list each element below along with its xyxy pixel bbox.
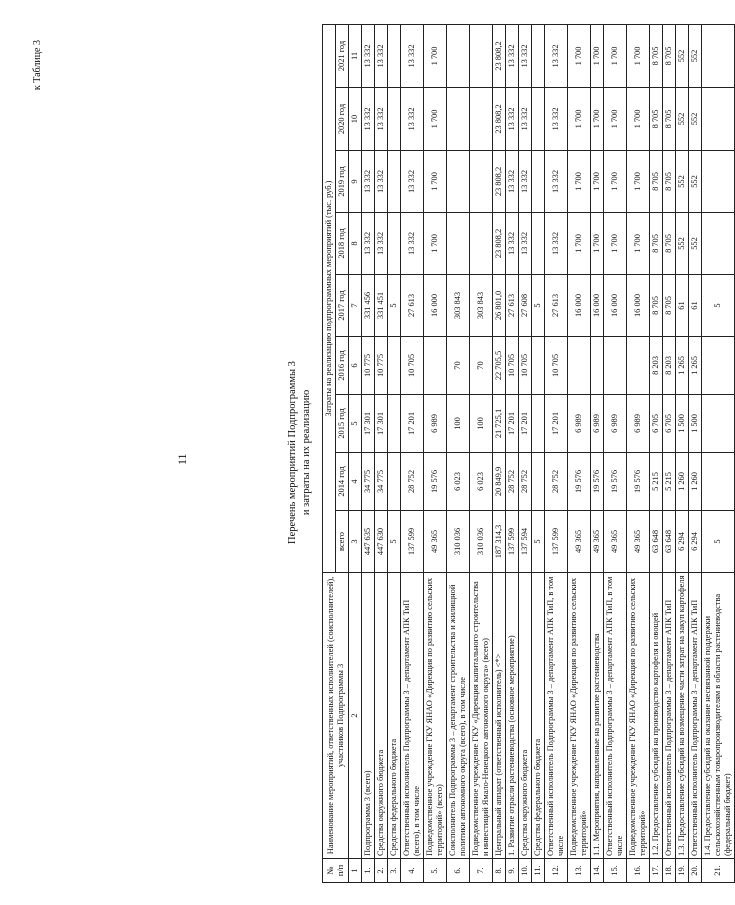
row-year-value: 1 700 — [627, 151, 650, 213]
table-row — [401, 25, 424, 883]
row-year-value — [532, 88, 545, 151]
table-row — [447, 25, 470, 883]
header-name: Наименование мероприятий, ответственных исполнителей (соисполнителей), участников Подпрограммы 3 — [323, 573, 349, 859]
row-total-value: 5 — [532, 511, 545, 573]
row-number: 11. — [532, 859, 545, 883]
row-year-value: 1 700 — [424, 213, 447, 275]
row-name: Ответственный исполнитель Подпрограммы 3 – департамент АПК ТиП, в том числе — [545, 573, 568, 859]
row-year-value: 13 332 — [519, 88, 532, 151]
header-year: 2018 год — [336, 213, 349, 275]
row-year-value: 13 332 — [362, 25, 375, 88]
row-total-value: 63 648 — [663, 511, 676, 573]
row-number: 6. — [447, 859, 470, 883]
row-year-value: 8 705 — [650, 213, 663, 275]
row-year-value — [388, 88, 401, 151]
row-year-value — [702, 151, 735, 213]
row-year-value: 5 — [702, 275, 735, 337]
row-year-value: 13 332 — [545, 151, 568, 213]
row-number: 7. — [470, 859, 493, 883]
row-year-value: 6 705 — [663, 395, 676, 453]
row-year-value: 1 700 — [604, 151, 627, 213]
row-year-value: 13 332 — [506, 213, 519, 275]
row-year-value — [604, 337, 627, 395]
row-year-value: 1 700 — [568, 25, 591, 88]
row-year-value: 16 000 — [424, 275, 447, 337]
row-year-value: 1 265 — [676, 337, 689, 395]
row-year-value: 13 332 — [375, 213, 388, 275]
row-total-value: 447 630 — [375, 511, 388, 573]
row-name: Подпрограмма 3 (всего) — [362, 573, 375, 859]
table-reference: к Таблице 3 — [32, 40, 43, 91]
row-number: 3. — [388, 859, 401, 883]
row-name: Средства окружного бюджета — [375, 573, 388, 859]
row-year-value: 10 705 — [401, 337, 424, 395]
row-year-value: 8 705 — [650, 88, 663, 151]
row-number: 17. — [650, 859, 663, 883]
row-year-value — [388, 337, 401, 395]
header-year: 2017 год — [336, 275, 349, 337]
row-name: Соисполнитель Подпрограммы 3 – департамент строительства и жилищной политики автономного округа (всего), в том числе — [447, 573, 470, 859]
row-total-value: 49 365 — [568, 511, 591, 573]
row-year-value: 13 332 — [545, 25, 568, 88]
header-year: 2015 год — [336, 395, 349, 453]
row-year-value: 28 752 — [519, 453, 532, 511]
table-row — [493, 25, 506, 883]
row-year-value: 21 725,1 — [493, 395, 506, 453]
row-year-value: 13 332 — [401, 151, 424, 213]
row-year-value — [388, 25, 401, 88]
row-total-value: 49 365 — [627, 511, 650, 573]
row-year-value: 23 808,2 — [493, 88, 506, 151]
table-row — [676, 25, 689, 883]
table-row — [545, 25, 568, 883]
row-year-value: 28 752 — [506, 453, 519, 511]
row-year-value: 8 705 — [663, 25, 676, 88]
row-year-value: 26 801,0 — [493, 275, 506, 337]
row-year-value: 1 700 — [424, 151, 447, 213]
table-row — [519, 25, 532, 883]
row-name: 1.3. Предоставление субсидий на возмещение части затрат на закуп картофеля — [676, 573, 689, 859]
row-year-value: 19 576 — [424, 453, 447, 511]
row-year-value: 27 613 — [545, 275, 568, 337]
row-number: 16. — [627, 859, 650, 883]
row-year-value: 10 705 — [506, 337, 519, 395]
title-line-2: и затраты на их реализацию — [301, 389, 312, 516]
table-row — [362, 25, 375, 883]
row-year-value: 1 700 — [627, 213, 650, 275]
row-year-value: 13 332 — [375, 88, 388, 151]
row-name: 1.2. Предоставление субсидий на производство картофеля и овощей — [650, 573, 663, 859]
row-year-value: 6 989 — [591, 395, 604, 453]
row-year-value: 8 203 — [650, 337, 663, 395]
row-year-value: 13 332 — [401, 88, 424, 151]
row-year-value: 552 — [689, 88, 702, 151]
row-year-value: 5 215 — [650, 453, 663, 511]
column-index: 5 — [349, 395, 362, 453]
row-year-value: 552 — [676, 88, 689, 151]
table-header — [323, 25, 362, 883]
row-year-value: 8 705 — [663, 213, 676, 275]
row-year-value: 16 000 — [568, 275, 591, 337]
row-year-value: 10 775 — [362, 337, 375, 395]
column-index: 9 — [349, 151, 362, 213]
row-number: 8. — [493, 859, 506, 883]
measures-table — [322, 24, 735, 883]
table-row — [663, 25, 676, 883]
column-index: 4 — [349, 453, 362, 511]
row-year-value: 28 752 — [401, 453, 424, 511]
row-year-value: 23 808,2 — [493, 213, 506, 275]
row-year-value: 331 456 — [362, 275, 375, 337]
row-name: Подведомственное учреждение ГКУ ЯНАО «Дирекция по развитию сельских территорий» — [568, 573, 591, 859]
row-year-value: 1 500 — [689, 395, 702, 453]
row-year-value: 6 023 — [470, 453, 493, 511]
column-index: 6 — [349, 337, 362, 395]
row-year-value: 19 576 — [627, 453, 650, 511]
document-title — [286, 180, 314, 725]
row-year-value: 10 705 — [519, 337, 532, 395]
row-name: Средства федерального бюджета — [532, 573, 545, 859]
row-year-value: 1 265 — [689, 337, 702, 395]
row-year-value: 19 576 — [604, 453, 627, 511]
row-year-value: 6 989 — [424, 395, 447, 453]
row-year-value: 1 700 — [627, 88, 650, 151]
row-year-value: 16 000 — [627, 275, 650, 337]
row-name: 1.4. Предоставление субсидий на оказание несвязанной поддержки сельскохозяйственным товаропроизводителям в области растениеводства (федеральный бюджет) — [702, 573, 735, 859]
row-number: 2. — [375, 859, 388, 883]
row-year-value: 6 989 — [604, 395, 627, 453]
row-year-value: 70 — [447, 337, 470, 395]
row-total-value: 6 294 — [676, 511, 689, 573]
table-row — [388, 25, 401, 883]
row-year-value — [447, 213, 470, 275]
table-row — [424, 25, 447, 883]
row-year-value: 61 — [676, 275, 689, 337]
row-year-value: 13 332 — [545, 213, 568, 275]
row-total-value: 49 365 — [424, 511, 447, 573]
row-year-value: 23 808,2 — [493, 25, 506, 88]
row-year-value: 1 700 — [568, 88, 591, 151]
row-total-value: 137 599 — [506, 511, 519, 573]
row-year-value — [702, 395, 735, 453]
row-number: 12. — [545, 859, 568, 883]
row-year-value: 13 332 — [506, 25, 519, 88]
row-year-value: 5 — [388, 275, 401, 337]
row-year-value: 1 700 — [424, 25, 447, 88]
row-year-value: 70 — [470, 337, 493, 395]
row-year-value: 8 705 — [663, 88, 676, 151]
row-year-value: 13 332 — [401, 25, 424, 88]
row-year-value — [470, 213, 493, 275]
table-row — [506, 25, 519, 883]
row-year-value: 1 500 — [676, 395, 689, 453]
row-year-value: 331 451 — [375, 275, 388, 337]
row-year-value — [424, 337, 447, 395]
row-number: 9. — [506, 859, 519, 883]
row-year-value — [470, 25, 493, 88]
row-total-value: 447 635 — [362, 511, 375, 573]
row-total-value: 310 036 — [447, 511, 470, 573]
row-year-value: 303 843 — [470, 275, 493, 337]
row-name: Центральный аппарат (ответственный исполнитель) <*> — [493, 573, 506, 859]
row-number: 15. — [604, 859, 627, 883]
row-year-value — [447, 25, 470, 88]
header-total: всего — [336, 511, 349, 573]
column-index: 1 — [349, 859, 362, 883]
row-name: Подведомственное учреждение ГКУ ЯНАО «Дирекция по развитию сельских территорий» — [627, 573, 650, 859]
row-year-value — [388, 395, 401, 453]
row-total-value: 63 648 — [650, 511, 663, 573]
column-index: 3 — [349, 511, 362, 573]
row-year-value: 13 332 — [375, 25, 388, 88]
row-year-value: 1 700 — [591, 88, 604, 151]
row-year-value — [702, 25, 735, 88]
row-year-value: 5 — [532, 275, 545, 337]
row-name: Ответственный исполнитель Подпрограммы 3 – департамент АПК ТиП (всего), в том числе — [401, 573, 424, 859]
row-year-value: 16 000 — [604, 275, 627, 337]
row-year-value — [447, 151, 470, 213]
table-row — [650, 25, 663, 883]
header-number-label: № — [325, 866, 335, 875]
table-row — [627, 25, 650, 883]
row-year-value: 13 332 — [375, 151, 388, 213]
row-total-value: 49 365 — [591, 511, 604, 573]
row-year-value: 19 576 — [568, 453, 591, 511]
row-year-value — [532, 395, 545, 453]
row-year-value: 17 201 — [545, 395, 568, 453]
row-year-value: 28 752 — [545, 453, 568, 511]
row-year-value: 1 700 — [591, 25, 604, 88]
row-year-value: 1 700 — [424, 88, 447, 151]
row-total-value: 137 599 — [401, 511, 424, 573]
row-year-value — [568, 337, 591, 395]
row-total-value: 6 294 — [689, 511, 702, 573]
row-year-value: 552 — [689, 213, 702, 275]
row-year-value: 34 775 — [375, 453, 388, 511]
row-total-value: 5 — [388, 511, 401, 573]
row-name: 1. Развитие отрасли растениеводства (основное мероприятие) — [506, 573, 519, 859]
row-year-value: 1 700 — [591, 213, 604, 275]
table-row — [604, 25, 627, 883]
row-year-value: 6 989 — [627, 395, 650, 453]
table-row — [591, 25, 604, 883]
row-year-value: 8 203 — [663, 337, 676, 395]
row-total-value: 137 594 — [519, 511, 532, 573]
row-number: 4. — [401, 859, 424, 883]
row-name: Ответственный исполнитель Подпрограммы 3 – департамент АПК ТиП, в том числе — [604, 573, 627, 859]
row-number: 13. — [568, 859, 591, 883]
row-year-value: 13 332 — [519, 25, 532, 88]
row-number: 5. — [424, 859, 447, 883]
row-year-value: 100 — [447, 395, 470, 453]
table-row — [532, 25, 545, 883]
row-total-value: 137 599 — [545, 511, 568, 573]
row-name: Ответственный исполнитель Подпрограммы 3 – департамент АПК ТиП — [689, 573, 702, 859]
row-year-value: 13 332 — [506, 88, 519, 151]
row-year-value — [388, 453, 401, 511]
column-index: 11 — [349, 25, 362, 88]
row-year-value: 552 — [689, 151, 702, 213]
row-year-value: 16 000 — [591, 275, 604, 337]
row-year-value: 17 201 — [506, 395, 519, 453]
row-year-value: 10 705 — [545, 337, 568, 395]
row-year-value: 552 — [676, 213, 689, 275]
row-number: 21. — [702, 859, 735, 883]
row-name: Подведомственное учреждение ГКУ «Дирекция капитального строительства и инвестиций Ямало-Ненецкого автономного округа» (всего) — [470, 573, 493, 859]
row-year-value: 27 613 — [506, 275, 519, 337]
row-year-value — [627, 337, 650, 395]
row-name: Ответственный исполнитель Подпрограммы 3 – департамент АПК ТиП — [663, 573, 676, 859]
row-name: Средства федерального бюджета — [388, 573, 401, 859]
row-year-value: 8 705 — [663, 275, 676, 337]
column-index: 8 — [349, 213, 362, 275]
column-index-row — [349, 25, 362, 883]
row-year-value: 13 332 — [506, 151, 519, 213]
row-year-value — [532, 151, 545, 213]
row-year-value — [388, 213, 401, 275]
row-year-value: 13 332 — [519, 151, 532, 213]
header-year: 2016 год — [336, 337, 349, 395]
row-year-value: 6 023 — [447, 453, 470, 511]
row-year-value: 552 — [689, 25, 702, 88]
header-number — [323, 859, 349, 883]
row-year-value: 1 700 — [604, 25, 627, 88]
row-total-value: 310 036 — [470, 511, 493, 573]
row-year-value: 6 705 — [650, 395, 663, 453]
row-year-value — [388, 151, 401, 213]
row-number: 19. — [676, 859, 689, 883]
row-name: Средства окружного бюджета — [519, 573, 532, 859]
column-index: 2 — [349, 573, 362, 859]
row-year-value — [532, 25, 545, 88]
header-costs: Затраты на реализацию подпрограммных мероприятий (тыс. руб.) — [323, 25, 336, 573]
row-year-value: 34 775 — [362, 453, 375, 511]
row-year-value: 1 700 — [627, 25, 650, 88]
row-year-value: 1 260 — [676, 453, 689, 511]
row-year-value — [532, 213, 545, 275]
row-year-value: 61 — [689, 275, 702, 337]
row-year-value: 552 — [676, 25, 689, 88]
row-year-value: 19 576 — [591, 453, 604, 511]
row-year-value: 13 332 — [362, 213, 375, 275]
row-number: 20. — [689, 859, 702, 883]
row-number: 18. — [663, 859, 676, 883]
column-index: 7 — [349, 275, 362, 337]
row-number: 1. — [362, 859, 375, 883]
row-number: 14. — [591, 859, 604, 883]
row-year-value: 303 843 — [447, 275, 470, 337]
row-year-value — [591, 337, 604, 395]
row-name: 1.1. Мероприятия, направленные на развитие растениеводства — [591, 573, 604, 859]
row-year-value: 8 705 — [650, 25, 663, 88]
row-total-value: 5 — [702, 511, 735, 573]
header-number-sub: п/п — [335, 864, 345, 877]
row-year-value: 5 215 — [663, 453, 676, 511]
row-year-value: 27 608 — [519, 275, 532, 337]
row-year-value: 13 332 — [545, 88, 568, 151]
row-year-value: 100 — [470, 395, 493, 453]
row-year-value: 13 332 — [362, 151, 375, 213]
row-year-value: 17 201 — [401, 395, 424, 453]
row-year-value: 10 775 — [375, 337, 388, 395]
header-year: 2019 год — [336, 151, 349, 213]
table-row — [568, 25, 591, 883]
table-row — [689, 25, 702, 883]
row-name: Подведомственное учреждение ГКУ ЯНАО «Дирекция по развитию сельских территорий» (всего) — [424, 573, 447, 859]
table-row — [375, 25, 388, 883]
row-year-value: 552 — [676, 151, 689, 213]
row-year-value — [470, 88, 493, 151]
table-body — [362, 25, 735, 883]
row-year-value: 1 700 — [568, 151, 591, 213]
row-year-value: 1 260 — [689, 453, 702, 511]
title-line-1: Перечень мероприятий Подпрограммы 3 — [287, 361, 298, 544]
header-year: 2021 год — [336, 25, 349, 88]
row-year-value: 1 700 — [604, 88, 627, 151]
row-year-value — [702, 337, 735, 395]
row-year-value: 1 700 — [591, 151, 604, 213]
page-number: 11 — [175, 453, 189, 465]
row-year-value: 8 705 — [650, 151, 663, 213]
row-year-value: 13 332 — [401, 213, 424, 275]
row-year-value: 17 301 — [362, 395, 375, 453]
row-year-value — [702, 88, 735, 151]
column-index: 10 — [349, 88, 362, 151]
table-row — [470, 25, 493, 883]
header-year: 2020 год — [336, 88, 349, 151]
row-year-value: 27 613 — [401, 275, 424, 337]
row-year-value: 22 705,5 — [493, 337, 506, 395]
row-year-value: 13 332 — [362, 88, 375, 151]
row-year-value: 17 201 — [519, 395, 532, 453]
row-year-value: 13 332 — [519, 213, 532, 275]
row-year-value — [532, 453, 545, 511]
row-number: 10. — [519, 859, 532, 883]
row-year-value — [702, 213, 735, 275]
row-total-value: 49 365 — [604, 511, 627, 573]
row-year-value — [532, 337, 545, 395]
row-total-value: 187 314,3 — [493, 511, 506, 573]
row-year-value: 1 700 — [568, 213, 591, 275]
row-year-value: 6 989 — [568, 395, 591, 453]
row-year-value: 17 301 — [375, 395, 388, 453]
row-year-value: 1 700 — [604, 213, 627, 275]
row-year-value — [702, 453, 735, 511]
row-year-value: 23 808,2 — [493, 151, 506, 213]
table-row — [702, 25, 735, 883]
row-year-value: 20 849,9 — [493, 453, 506, 511]
header-year: 2014 год — [336, 453, 349, 511]
row-year-value — [470, 151, 493, 213]
row-year-value: 8 705 — [663, 151, 676, 213]
row-year-value: 8 705 — [650, 275, 663, 337]
row-year-value — [447, 88, 470, 151]
